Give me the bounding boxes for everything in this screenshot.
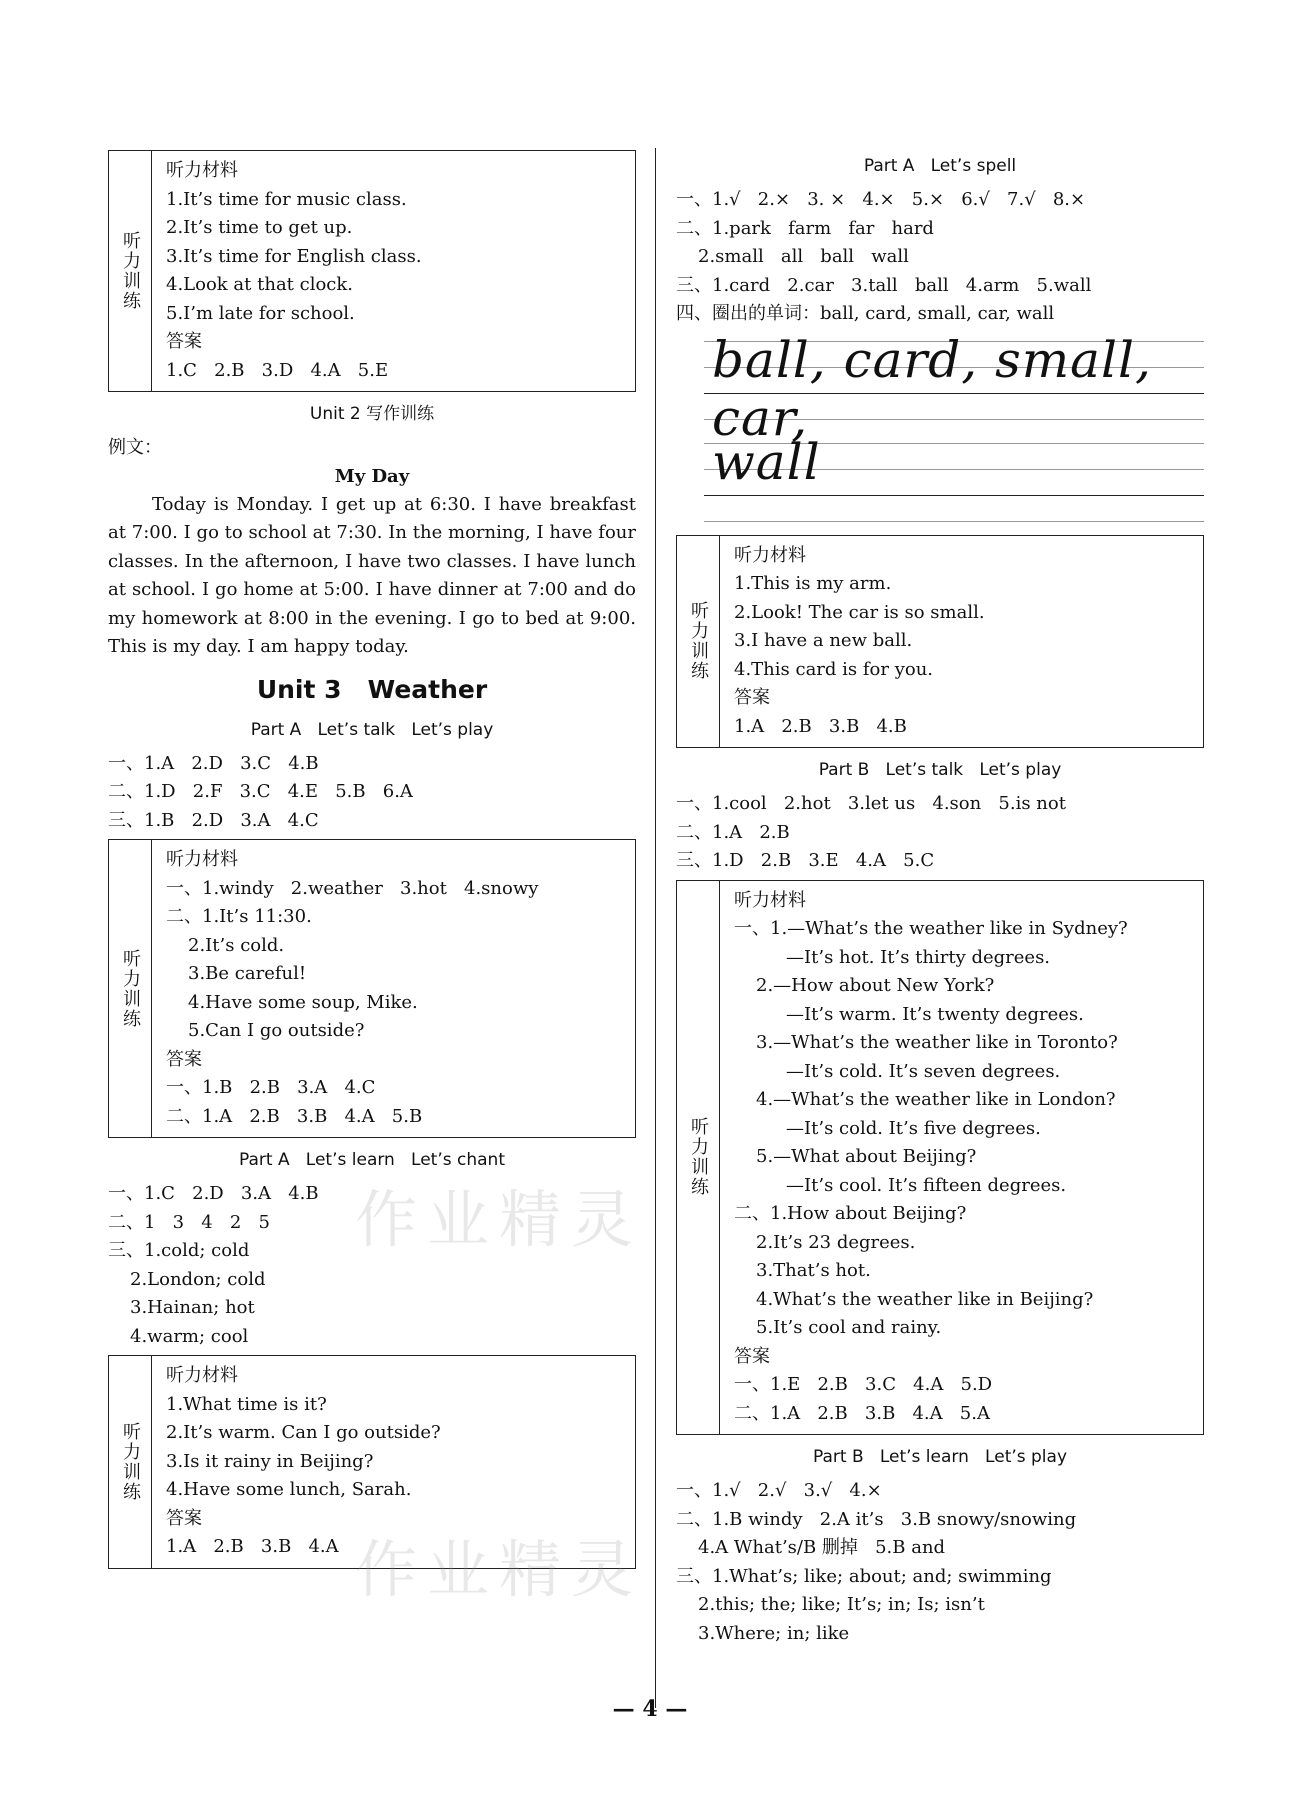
essay-title: My Day bbox=[334, 465, 410, 487]
answer-line: 三、1.D 2.B 3.E 4.A 5.C bbox=[676, 850, 935, 871]
unit-title: Unit 3 Weather bbox=[256, 674, 488, 704]
box-line: 4.Have some soup, Mike. bbox=[188, 991, 418, 1013]
answer-line: 2.this; the; like; It’s; in; Is; isn’t bbox=[698, 1594, 985, 1615]
answer-line: 二、1 3 4 2 5 bbox=[108, 1211, 270, 1233]
answer-line: 一、1.cool 2.hot 3.let us 4.son 5.is not bbox=[676, 793, 1066, 814]
handwriting-lines bbox=[704, 329, 1204, 529]
box-line: 5.I’m late for school. bbox=[166, 302, 355, 324]
answer-line: 四、圈出的单词：ball, card, small, car, wall bbox=[676, 303, 1055, 324]
answer-line: 4.A What’s/B 删掉 5.B and bbox=[698, 1537, 946, 1558]
handwriting-text: wall bbox=[712, 432, 821, 491]
box-label: 听力训练 bbox=[109, 1356, 152, 1568]
listening-box-partA-spell bbox=[676, 535, 1204, 749]
box-line: 2.—How about New York? bbox=[756, 975, 995, 996]
box-label: 听力训练 bbox=[677, 881, 720, 1435]
section-heading: Unit 2 写作训练 bbox=[309, 404, 435, 424]
box-line: 二、1.A 2.B 3.B 4.A 5.A bbox=[734, 1402, 990, 1424]
handwriting-text: ball, card, small, car, bbox=[712, 330, 1152, 447]
box-line: 2.It’s 23 degrees. bbox=[756, 1231, 916, 1253]
box-line: 答案 bbox=[734, 1345, 770, 1367]
box-label: 听力训练 bbox=[677, 536, 720, 748]
box-line: —It’s cool. It’s fifteen degrees. bbox=[786, 1174, 1067, 1196]
section-heading: Part A Let’s talk Let’s play bbox=[250, 719, 494, 740]
listening-box-partA-talk bbox=[108, 839, 636, 1138]
section-heading: Part B Let’s learn Let’s play bbox=[812, 1447, 1068, 1467]
box-line: —It’s warm. It’s twenty degrees. bbox=[786, 1003, 1084, 1025]
box-line: 3.I have a new ball. bbox=[734, 630, 913, 651]
answer-line: 三、1.B 2.D 3.A 4.C bbox=[108, 809, 319, 831]
box-line: 1.What time is it? bbox=[166, 1393, 327, 1415]
example-label: 例文： bbox=[108, 437, 162, 458]
box-line: 3.Be careful! bbox=[188, 963, 307, 984]
box-line: 3.Is it rainy in Beijing? bbox=[166, 1450, 374, 1472]
box-line: 答案 bbox=[166, 1048, 202, 1070]
box-line: 2.It’s cold. bbox=[188, 934, 285, 956]
answer-line: 三、1.card 2.car 3.tall ball 4.arm 5.wall bbox=[676, 274, 1092, 296]
section-heading: Part B Let’s talk Let’s play bbox=[818, 760, 1062, 780]
box-line: 1.A 2.B 3.B 4.B bbox=[734, 715, 907, 737]
listening-box-partB-talk bbox=[676, 880, 1204, 1436]
answer-line: 二、1.B windy 2.A it’s 3.B snowy/snowing bbox=[676, 1508, 1077, 1530]
box-line: 答案 bbox=[166, 331, 202, 352]
listening-box-unit2 bbox=[108, 150, 636, 392]
section-heading: Part A Let’s learn Let’s chant bbox=[239, 1150, 505, 1170]
box-line: 一、1.windy 2.weather 3.hot 4.snowy bbox=[166, 877, 539, 899]
box-line: 3.—What’s the weather like in Toronto? bbox=[756, 1032, 1118, 1053]
box-line: 二、1.It’s 11:30. bbox=[166, 906, 312, 927]
box-line: 听力材料 bbox=[166, 1365, 238, 1386]
box-line: 4.—What’s the weather like in London? bbox=[756, 1089, 1116, 1110]
box-line: 一、1.—What’s the weather like in Sydney? bbox=[734, 918, 1128, 939]
box-line: —It’s cold. It’s seven degrees. bbox=[786, 1060, 1061, 1082]
box-line: 听力材料 bbox=[166, 849, 238, 870]
box-line: 1.It’s time for music class. bbox=[166, 188, 407, 210]
box-line: 1.This is my arm. bbox=[734, 573, 892, 594]
answer-line: 一、1.A 2.D 3.C 4.B bbox=[108, 752, 319, 774]
box-line: —It’s hot. It’s thirty degrees. bbox=[786, 946, 1051, 968]
box-line: 5.Can I go outside? bbox=[188, 1020, 365, 1041]
box-line: 二、1.A 2.B 3.B 4.A 5.B bbox=[166, 1105, 423, 1127]
box-line: 4.Look at that clock. bbox=[166, 274, 354, 295]
box-label: 听力训练 bbox=[109, 840, 152, 1137]
answer-line: 一、1.√ 2.√ 3.√ 4.× bbox=[676, 1480, 882, 1501]
box-line: 2.It’s time to get up. bbox=[166, 217, 353, 238]
answer-line: 一、1.C 2.D 3.A 4.B bbox=[108, 1183, 319, 1204]
section-heading: Part A Let’s spell bbox=[863, 156, 1017, 176]
right-column bbox=[676, 146, 1204, 1648]
page-number: — 4 — bbox=[612, 1696, 688, 1722]
answer-line: 3.Hainan; hot bbox=[130, 1297, 255, 1318]
box-line: —It’s cold. It’s five degrees. bbox=[786, 1117, 1041, 1139]
watermark: 作业精灵 bbox=[355, 1533, 644, 1606]
box-line: 4.What’s the weather like in Beijing? bbox=[756, 1288, 1094, 1310]
box-label: 听力训练 bbox=[109, 151, 152, 391]
box-line: 2.Look! The car is so small. bbox=[734, 601, 985, 623]
box-line: 1.C 2.B 3.D 4.A 5.E bbox=[166, 359, 389, 381]
box-line: 听力材料 bbox=[734, 544, 806, 566]
box-line: 一、1.B 2.B 3.A 4.C bbox=[166, 1077, 376, 1098]
box-line: 听力材料 bbox=[734, 889, 806, 911]
box-line: 1.A 2.B 3.B 4.A bbox=[166, 1536, 339, 1557]
box-line: 听力材料 bbox=[166, 160, 238, 181]
answer-line: 三、1.What’s; like; about; and; swimming bbox=[676, 1565, 1052, 1587]
box-line: 一、1.E 2.B 3.C 4.A 5.D bbox=[734, 1374, 993, 1395]
box-line: 答案 bbox=[166, 1507, 202, 1529]
box-line: 二、1.How about Beijing? bbox=[734, 1203, 967, 1224]
box-line: 5.It’s cool and rainy. bbox=[756, 1317, 942, 1338]
answer-line: 二、1.park farm far hard bbox=[676, 217, 934, 239]
box-line: 3.It’s time for English class. bbox=[166, 245, 422, 267]
answer-line: 4.warm; cool bbox=[130, 1325, 249, 1347]
box-line: 答案 bbox=[734, 687, 770, 708]
left-column bbox=[108, 146, 636, 1577]
column-divider bbox=[655, 148, 656, 1708]
box-line: 3.That’s hot. bbox=[756, 1260, 871, 1281]
answer-line: 2.London; cold bbox=[130, 1268, 266, 1290]
answer-line: 2.small all ball wall bbox=[698, 246, 909, 267]
box-line: 2.It’s warm. Can I go outside? bbox=[166, 1422, 441, 1443]
answer-line: 三、1.cold; cold bbox=[108, 1240, 250, 1261]
answer-line: 二、1.A 2.B bbox=[676, 821, 790, 843]
box-line: 4.Have some lunch, Sarah. bbox=[166, 1479, 412, 1500]
answer-line: 3.Where; in; like bbox=[698, 1622, 850, 1644]
box-line: 4.This card is for you. bbox=[734, 658, 934, 680]
essay-text: Today is Monday. I get up at 6:30. I have breakfast at 7:00. I go to school at 7:30. In the morning, I have four classes. In the afternoon, I have two classes. I have lunch at school. I go home at 5:00. I have dinner at 7:00 and do my homework at 8:00 in the evening. I go to bed at 9:00. This is my day. I am happy today. bbox=[108, 493, 636, 657]
box-line: 5.—What about Beijing? bbox=[756, 1146, 977, 1167]
answer-line: 二、1.D 2.F 3.C 4.E 5.B 6.A bbox=[108, 781, 413, 802]
watermark: 作业精灵 bbox=[355, 1183, 644, 1256]
answer-line: 一、1.√ 2.× 3. × 4.× 5.× 6.√ 7.√ 8.× bbox=[676, 189, 1086, 210]
